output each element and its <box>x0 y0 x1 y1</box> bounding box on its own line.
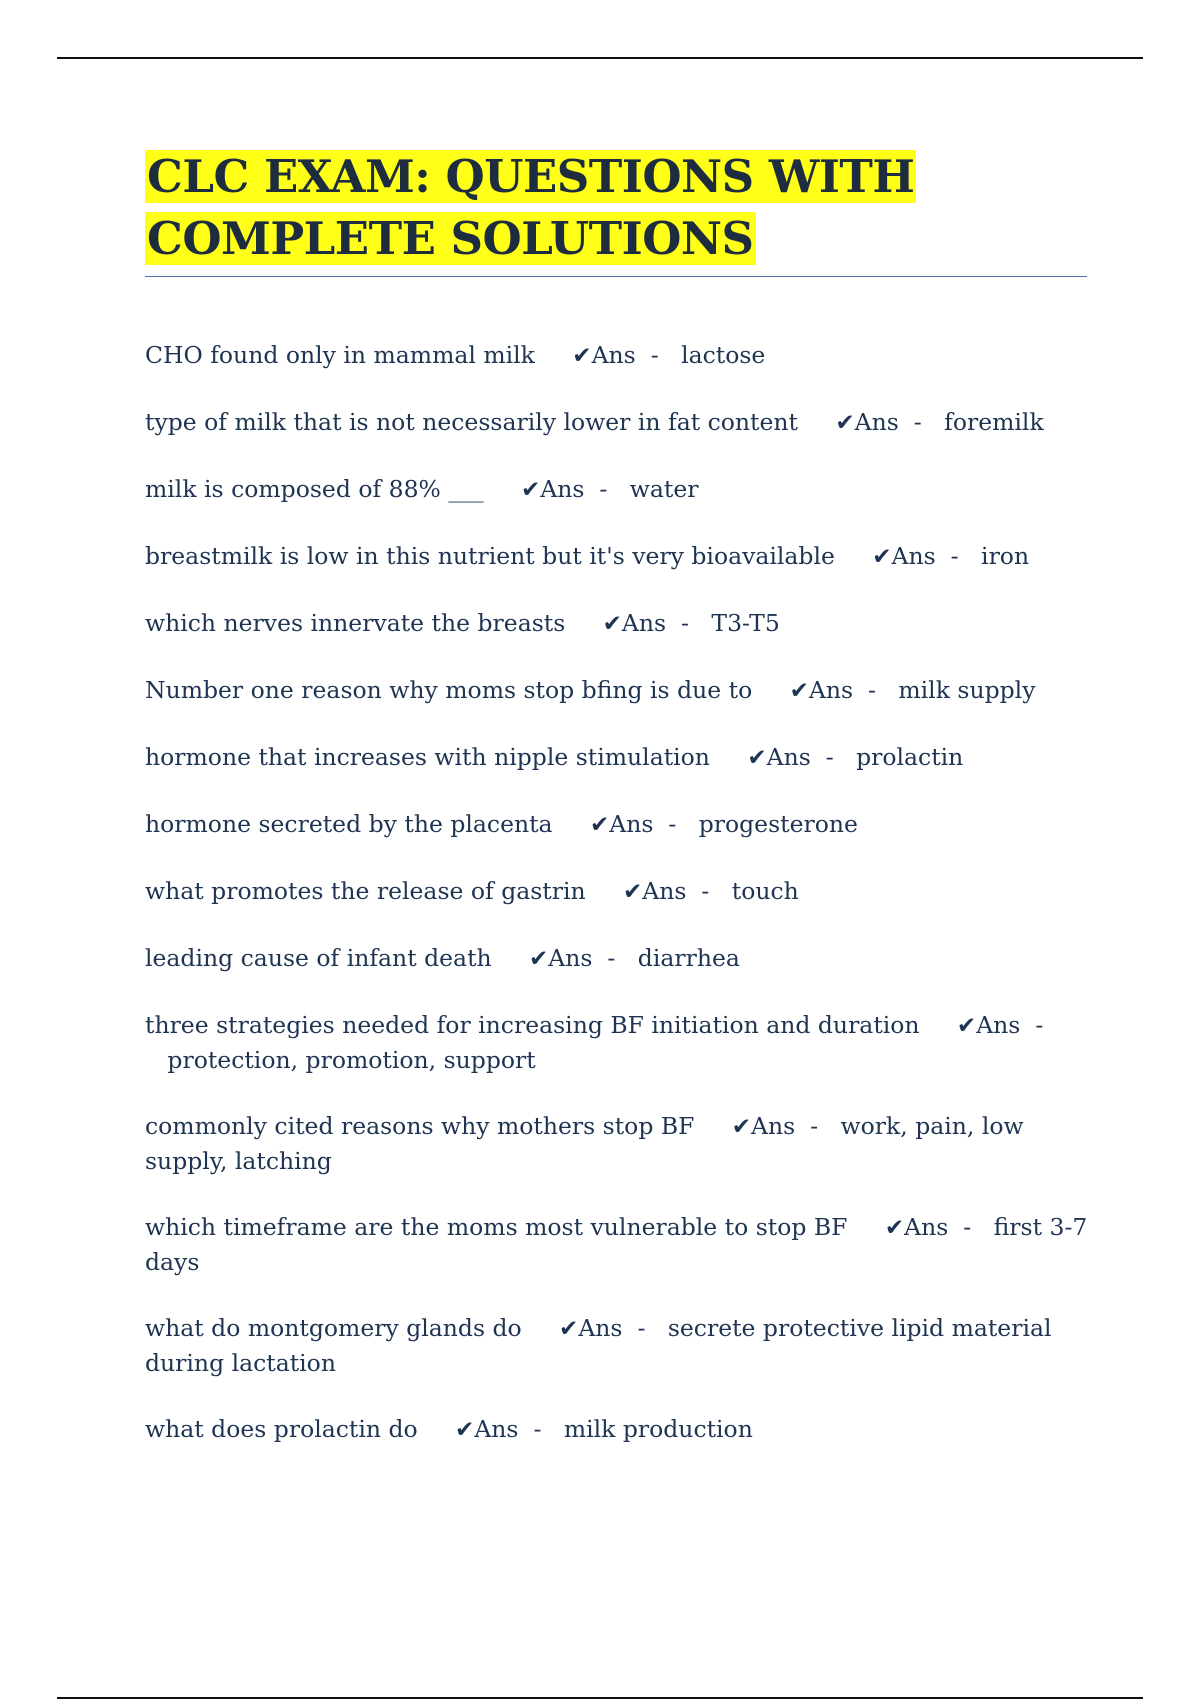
ans-separator: - <box>668 810 677 838</box>
check-icon: ✔ <box>559 1316 579 1342</box>
qa-item <box>145 740 1090 775</box>
ans-label: Ans <box>621 609 667 637</box>
check-icon: ✔ <box>529 946 549 972</box>
answer-text: first 3-7 days <box>145 1213 1088 1276</box>
check-icon: ✔ <box>520 477 541 503</box>
qa-item <box>145 673 1090 708</box>
answer-text: foremilk <box>944 408 1044 436</box>
check-icon: ✔ <box>589 812 610 838</box>
qa-item <box>145 1311 1090 1380</box>
check-icon: ✔ <box>872 544 892 570</box>
qa-item <box>145 1412 1090 1447</box>
question-text: Number one reason why moms stop bfing is due to <box>145 676 753 704</box>
ans-label: Ans <box>548 944 593 972</box>
ans-label: Ans <box>642 877 687 905</box>
ans-separator: - <box>650 341 659 369</box>
ans-label: Ans <box>474 1415 519 1443</box>
check-icon: ✔ <box>623 879 643 905</box>
question-text: type of milk that is not necessarily lower in fat content <box>145 408 798 436</box>
question-text: what does prolactin do <box>145 1415 418 1443</box>
ans-label: Ans <box>854 408 899 436</box>
question-text: which timeframe are the moms most vulnerable to stop BF <box>145 1213 848 1241</box>
ans-label: Ans <box>578 1314 623 1342</box>
answer-text: iron <box>981 542 1030 570</box>
question-text: CHO found only in mammal milk <box>145 341 535 369</box>
page-top-rule <box>57 57 1143 59</box>
qa-item <box>145 874 1090 909</box>
qa-item <box>145 1109 1090 1178</box>
ans-separator: - <box>963 1213 972 1241</box>
question-text: breastmilk is low in this nutrient but it's very bioavailable <box>145 542 835 570</box>
question-text: which nerves innervate the breasts <box>145 609 566 637</box>
qa-item <box>145 606 1090 641</box>
check-icon: ✔ <box>884 1215 905 1241</box>
question-text: milk is composed of 88% ___ <box>145 475 484 503</box>
ans-label: Ans <box>609 810 654 838</box>
qa-item <box>145 1210 1090 1279</box>
question-text: hormone that increases with nipple stimulation <box>145 743 710 771</box>
answer-text: milk supply <box>898 676 1036 704</box>
ans-separator: - <box>810 1112 819 1140</box>
answer-text: secrete protective lipid material during lactation <box>145 1314 1052 1377</box>
ans-separator: - <box>1035 1011 1044 1039</box>
title-underline <box>145 276 1087 277</box>
ans-label: Ans <box>976 1011 1021 1039</box>
check-icon: ✔ <box>731 1114 752 1140</box>
page-bottom-rule <box>57 1697 1143 1699</box>
ans-separator: - <box>701 877 710 905</box>
qa-item <box>145 472 1090 507</box>
ans-separator: - <box>950 542 959 570</box>
qa-list <box>145 338 1090 1479</box>
ans-separator: - <box>599 475 608 503</box>
ans-label: Ans <box>891 542 936 570</box>
qa-item <box>145 1008 1090 1077</box>
answer-text: work, pain, low supply, latching <box>145 1112 1024 1175</box>
qa-item <box>145 405 1090 440</box>
question-text: what promotes the release of gastrin <box>145 877 586 905</box>
answer-text: lactose <box>681 341 766 369</box>
question-text: hormone secreted by the placenta <box>145 810 553 838</box>
answer-text: progesterone <box>698 810 858 838</box>
ans-separator: - <box>913 408 922 436</box>
check-icon: ✔ <box>602 611 622 637</box>
ans-separator: - <box>825 743 834 771</box>
answer-text: prolactin <box>856 743 964 771</box>
ans-label: Ans <box>591 341 636 369</box>
ans-separator: - <box>681 609 689 637</box>
check-icon: ✔ <box>747 745 767 771</box>
question-text: leading cause of infant death <box>145 944 492 972</box>
ans-label: Ans <box>808 676 854 704</box>
page-title-line-1: CLC EXAM: QUESTIONS WITH <box>147 150 915 203</box>
page-title-line-2: COMPLETE SOLUTIONS <box>147 212 754 265</box>
ans-label: Ans <box>766 743 811 771</box>
qa-item <box>145 807 1090 842</box>
ans-separator: - <box>607 944 616 972</box>
ans-label: Ans <box>540 475 585 503</box>
ans-label: Ans <box>904 1213 949 1241</box>
ans-separator: - <box>868 676 876 704</box>
ans-separator: - <box>533 1415 542 1443</box>
question-text: commonly cited reasons why mothers stop BF <box>145 1112 695 1140</box>
page-title <box>145 146 1087 270</box>
ans-label: Ans <box>751 1112 796 1140</box>
answer-text: touch <box>731 877 799 905</box>
check-icon: ✔ <box>835 410 855 436</box>
answer-text: water <box>629 475 699 503</box>
qa-item <box>145 941 1090 976</box>
qa-item <box>145 338 1090 373</box>
check-icon: ✔ <box>572 343 592 369</box>
title-block <box>145 146 1087 270</box>
answer-text: diarrhea <box>637 944 740 972</box>
answer-text: protection, promotion, support <box>167 1046 536 1074</box>
answer-text: T3-T5 <box>711 609 780 637</box>
question-text: what do montgomery glands do <box>145 1314 522 1342</box>
question-text: three strategies needed for increasing BF initiation and duration <box>145 1011 920 1039</box>
ans-separator: - <box>637 1314 646 1342</box>
check-icon: ✔ <box>455 1417 475 1443</box>
answer-text: milk production <box>563 1415 753 1443</box>
check-icon: ✔ <box>956 1013 977 1039</box>
qa-item <box>145 539 1090 574</box>
check-icon: ✔ <box>789 678 809 704</box>
